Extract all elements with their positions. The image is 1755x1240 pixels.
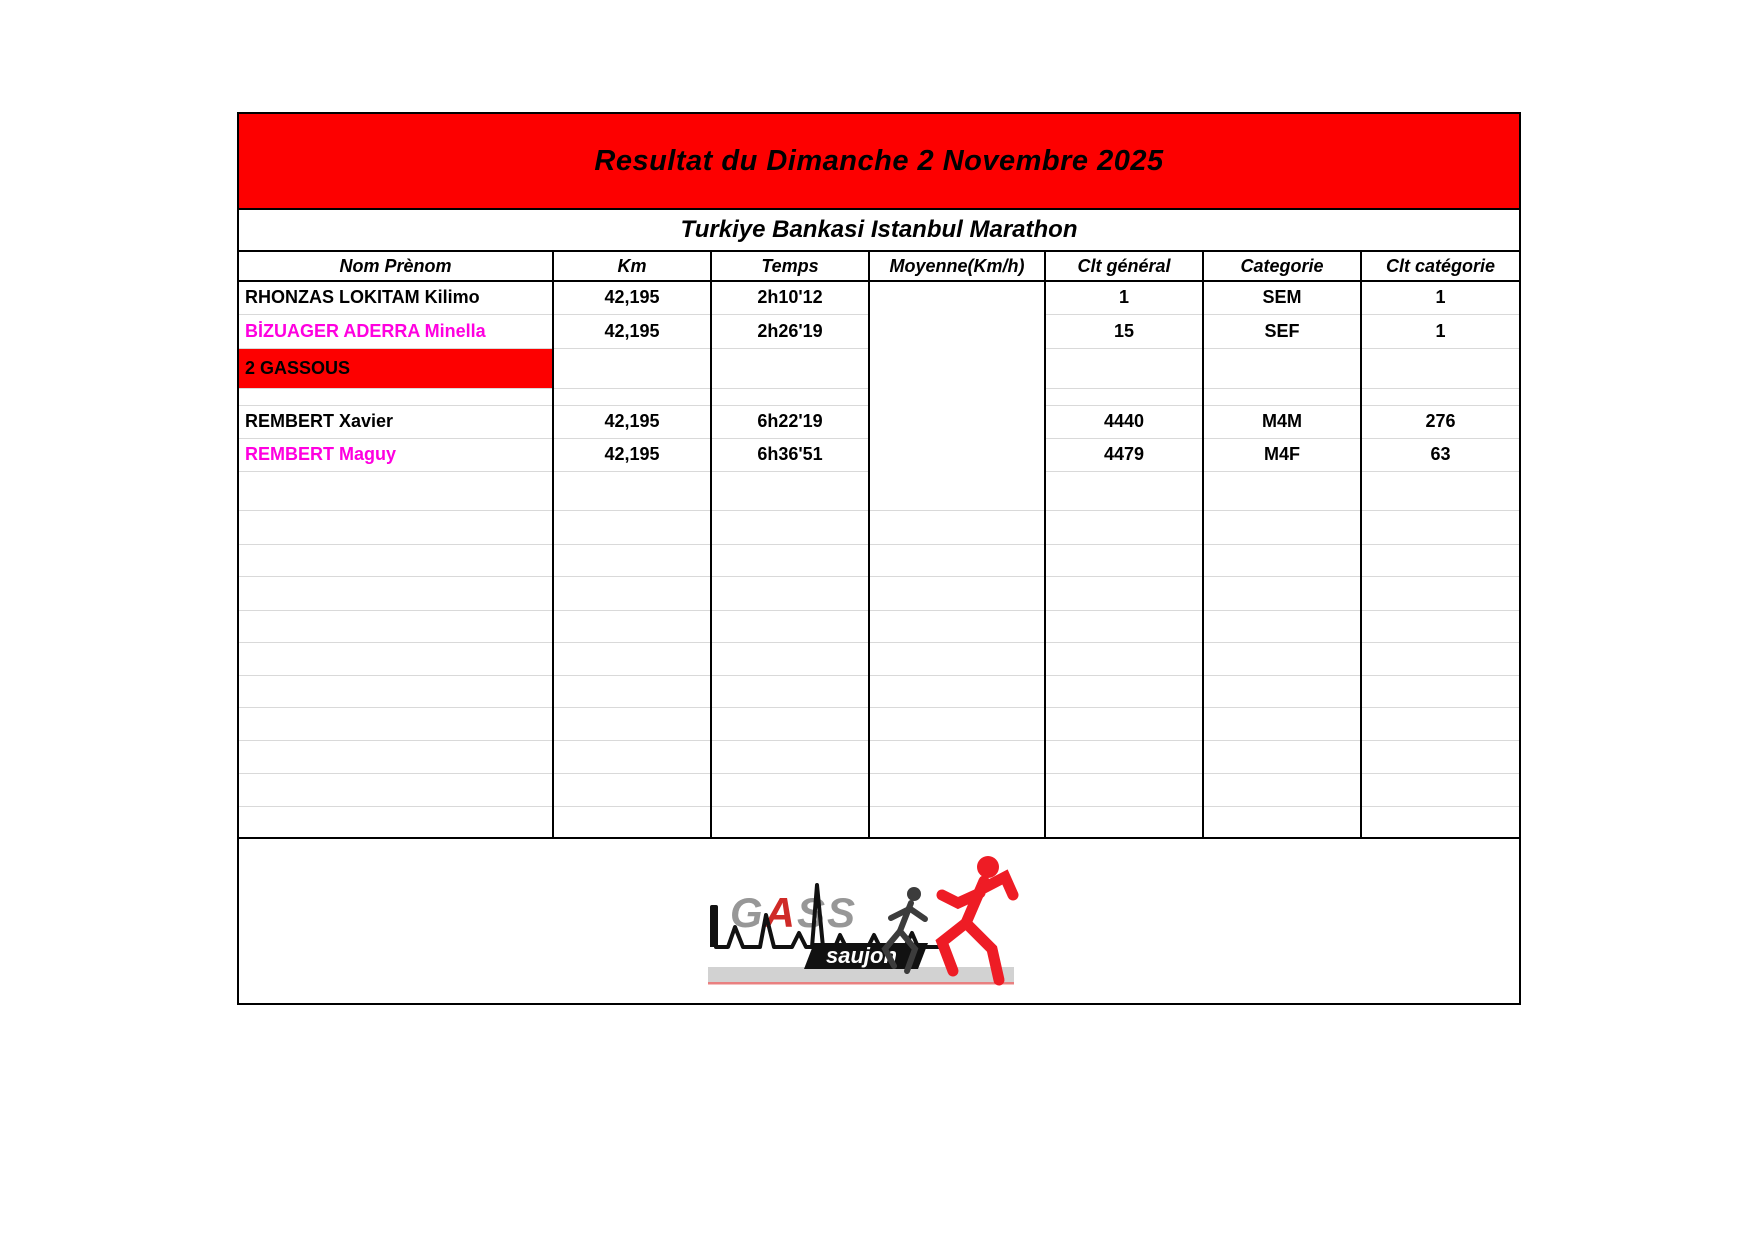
cell: [869, 773, 1045, 806]
cell: [869, 610, 1045, 642]
logo-club-city: saujon: [826, 943, 897, 968]
cell-runner-name: 2 GASSOUS: [239, 348, 553, 388]
cell: [711, 642, 869, 675]
cell: [1361, 610, 1519, 642]
logo-base-bar: [708, 967, 1014, 985]
cell-runner-name: [239, 510, 553, 544]
cell: [553, 544, 711, 576]
cell: [1361, 544, 1519, 576]
cell: [1045, 610, 1203, 642]
cell-runner-name: [239, 576, 553, 610]
cell: [1361, 576, 1519, 610]
cell: [1203, 576, 1361, 610]
cell: [1361, 675, 1519, 707]
cell: [869, 740, 1045, 773]
cell: [1361, 707, 1519, 740]
cell: [1045, 348, 1203, 388]
table-row: [239, 510, 1519, 544]
cell: [869, 576, 1045, 610]
cell: [553, 773, 711, 806]
cell-runner-name: [239, 707, 553, 740]
cell: 15: [1045, 314, 1203, 348]
cell: [869, 707, 1045, 740]
cell-runner-name: [239, 740, 553, 773]
cell: 42,195: [553, 314, 711, 348]
cell: [1203, 510, 1361, 544]
table-row: [239, 806, 1519, 838]
cell: [1203, 773, 1361, 806]
column-header-2: Temps: [711, 252, 869, 281]
column-header-6: Clt catégorie: [1361, 252, 1519, 281]
cell: [711, 610, 869, 642]
cell: 42,195: [553, 281, 711, 314]
results-sheet: [237, 112, 1521, 1005]
cell: 276: [1361, 405, 1519, 438]
cell: [869, 806, 1045, 838]
cell: [1203, 675, 1361, 707]
cell: [711, 740, 869, 773]
cell: [553, 348, 711, 388]
cell: [553, 510, 711, 544]
cell-runner-name: [239, 806, 553, 838]
cell: [1045, 740, 1203, 773]
cell: [711, 471, 869, 510]
logo-area: [239, 839, 1519, 1000]
table-row: [239, 675, 1519, 707]
cell: [1361, 806, 1519, 838]
cell-runner-name: [239, 610, 553, 642]
cell: [1203, 610, 1361, 642]
cell-runner-name: [239, 773, 553, 806]
cell: [1361, 740, 1519, 773]
cell: [1045, 576, 1203, 610]
cell: [1045, 510, 1203, 544]
cell: M4F: [1203, 438, 1361, 471]
cell: [1045, 544, 1203, 576]
cell: 4440: [1045, 405, 1203, 438]
results-table: [239, 252, 1519, 839]
cell-runner-name: [239, 471, 553, 510]
cell: [1361, 471, 1519, 510]
cell: [869, 281, 1045, 314]
cell: [711, 675, 869, 707]
banner: [239, 114, 1519, 210]
cell: [711, 707, 869, 740]
logo-club-name: GASS: [730, 889, 858, 936]
cell: [869, 642, 1045, 675]
cell: [1361, 510, 1519, 544]
cell: [553, 675, 711, 707]
cell-runner-name: REMBERT Maguy: [239, 438, 553, 471]
cell: [711, 510, 869, 544]
cell: [869, 348, 1045, 388]
red-runner-icon: [942, 856, 1013, 980]
cell: [869, 314, 1045, 348]
table-body: [239, 281, 1519, 838]
cell: [553, 740, 711, 773]
cell: [1361, 773, 1519, 806]
cell: [1203, 642, 1361, 675]
table-header: [239, 252, 1519, 281]
cell-runner-name: [239, 642, 553, 675]
cell: [1203, 707, 1361, 740]
cell: [553, 576, 711, 610]
cell: [1361, 348, 1519, 388]
cell: 63: [1361, 438, 1519, 471]
table-row: [239, 471, 1519, 510]
cell: 6h22'19: [711, 405, 869, 438]
banner-title: Resultat du Dimanche 2 Novembre 2025: [594, 144, 1164, 177]
cell: [711, 576, 869, 610]
cell: SEF: [1203, 314, 1361, 348]
table-row: [239, 740, 1519, 773]
cell: [1203, 806, 1361, 838]
cell: [869, 471, 1045, 510]
cell: [869, 438, 1045, 471]
cell: [1045, 675, 1203, 707]
cell: [869, 510, 1045, 544]
cell: 1: [1361, 281, 1519, 314]
cell: [711, 544, 869, 576]
cell-runner-name: [239, 544, 553, 576]
table-row: [239, 438, 1519, 471]
cell: [1203, 740, 1361, 773]
cell: 42,195: [553, 438, 711, 471]
cell: [553, 610, 711, 642]
cell-runner-name: [239, 675, 553, 707]
cell: [1045, 773, 1203, 806]
cell-runner-name: RHONZAS LOKITAM Kilimo: [239, 281, 553, 314]
cell: M4M: [1203, 405, 1361, 438]
table-row: [239, 642, 1519, 675]
column-header-0: Nom Prènom: [239, 252, 553, 281]
cell: [869, 675, 1045, 707]
cell: [553, 707, 711, 740]
cell: SEM: [1203, 281, 1361, 314]
cell: [869, 544, 1045, 576]
cell: [1203, 388, 1361, 405]
cell-runner-name: REMBERT Xavier: [239, 405, 553, 438]
cell: [1361, 642, 1519, 675]
cell: [1361, 388, 1519, 405]
column-header-3: Moyenne(Km/h): [869, 252, 1045, 281]
cell: [711, 388, 869, 405]
table-row: [239, 576, 1519, 610]
cell: [869, 405, 1045, 438]
table-row: [239, 707, 1519, 740]
cell: [553, 471, 711, 510]
gass-saujon-logo: [702, 847, 1032, 997]
cell: 1: [1361, 314, 1519, 348]
cell-runner-name: BİZUAGER ADERRA Minella: [239, 314, 553, 348]
table-row: [239, 405, 1519, 438]
table-row: [239, 610, 1519, 642]
cell: [1045, 471, 1203, 510]
cell: [553, 806, 711, 838]
cell: [553, 388, 711, 405]
header-row: [239, 252, 1519, 281]
event-title: Turkiye Bankasi Istanbul Marathon: [680, 216, 1078, 243]
table-row: [239, 348, 1519, 388]
column-header-5: Categorie: [1203, 252, 1361, 281]
cell: 2h10'12: [711, 281, 869, 314]
cell: [1203, 348, 1361, 388]
column-header-1: Km: [553, 252, 711, 281]
table-row: [239, 544, 1519, 576]
cell: [1045, 806, 1203, 838]
cell: 42,195: [553, 405, 711, 438]
cell: [1203, 544, 1361, 576]
table-row: [239, 281, 1519, 314]
cell: [1203, 471, 1361, 510]
cell: [711, 773, 869, 806]
cell: [711, 348, 869, 388]
cell: 6h36'51: [711, 438, 869, 471]
cell: [553, 642, 711, 675]
subtitle-row: [239, 210, 1519, 252]
column-header-4: Clt général: [1045, 252, 1203, 281]
cell: 1: [1045, 281, 1203, 314]
cell: 4479: [1045, 438, 1203, 471]
cell: [869, 388, 1045, 405]
table-row: [239, 773, 1519, 806]
cell: [1045, 707, 1203, 740]
cell: [711, 806, 869, 838]
cell: 2h26'19: [711, 314, 869, 348]
table-row: [239, 388, 1519, 405]
table-row: [239, 314, 1519, 348]
cell: [1045, 642, 1203, 675]
cell: [1045, 388, 1203, 405]
cell-runner-name: [239, 388, 553, 405]
